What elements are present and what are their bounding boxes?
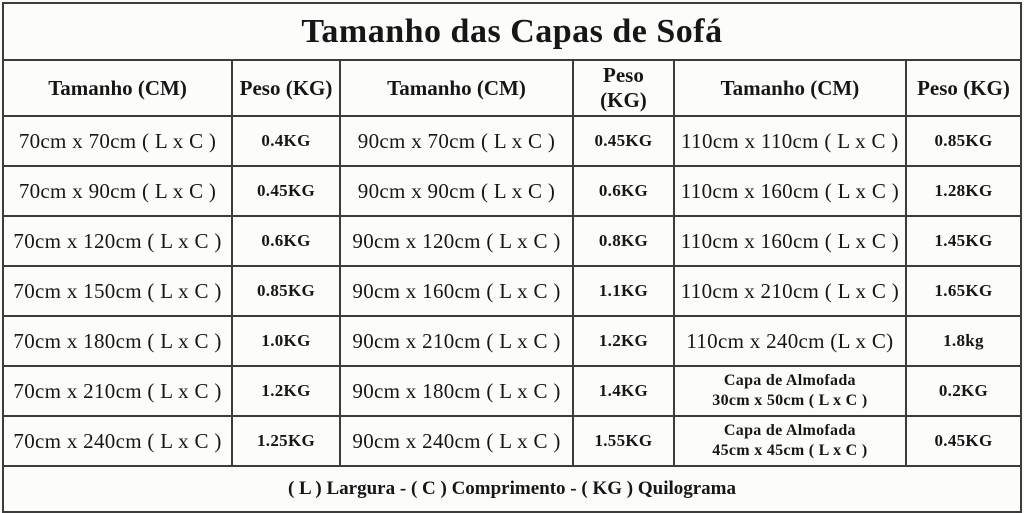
weight-cell — [232, 416, 340, 466]
cell-line: 1.4KG — [598, 381, 649, 400]
cell-line: 1.8kg — [943, 331, 984, 350]
cell-line: 0.6KG — [598, 181, 649, 200]
cell-line: 30cm x 50cm ( L x C ) — [712, 392, 868, 409]
cell-line: 1.55KG — [594, 431, 653, 450]
cell-line: 0.85KG — [934, 131, 993, 150]
size-cell — [340, 166, 573, 216]
weight-cell — [232, 116, 340, 166]
cell-line: 0.45KG — [594, 131, 653, 150]
weight-cell — [906, 266, 1021, 316]
cell-line: 90cm x 180cm ( L x C ) — [352, 378, 561, 403]
weight-cell — [232, 216, 340, 266]
size-cell — [674, 166, 906, 216]
cell-line: 70cm x 180cm ( L x C ) — [13, 328, 222, 353]
cell-line: 110cm x 210cm ( L x C ) — [680, 278, 899, 303]
cell-line: 1.45KG — [934, 231, 993, 250]
cell-line: 90cm x 160cm ( L x C ) — [352, 278, 561, 303]
size-cell — [340, 116, 573, 166]
cell-line: 1.2KG — [598, 331, 649, 350]
size-cell — [674, 116, 906, 166]
cell-line: 70cm x 70cm ( L x C ) — [18, 128, 217, 153]
weight-cell — [906, 116, 1021, 166]
size-cell — [3, 166, 232, 216]
column-header-3: Peso (KG) — [573, 60, 674, 116]
size-cell — [674, 266, 906, 316]
table-body — [3, 116, 1021, 466]
weight-cell — [232, 266, 340, 316]
weight-cell — [906, 316, 1021, 366]
table-row — [3, 266, 1021, 316]
cell-line: 1.25KG — [257, 431, 315, 450]
header-row — [3, 60, 1021, 116]
weight-cell — [906, 166, 1021, 216]
cell-line: 0.8KG — [598, 231, 649, 250]
size-cell — [340, 266, 573, 316]
size-cell — [674, 316, 906, 366]
cell-line: Capa de Almofada — [723, 372, 856, 389]
weight-cell — [906, 416, 1021, 466]
weight-cell — [573, 366, 674, 416]
cell-line: 70cm x 90cm ( L x C ) — [18, 178, 217, 203]
cell-line: 70cm x 120cm ( L x C ) — [13, 228, 222, 253]
cell-line: 110cm x 160cm ( L x C ) — [680, 178, 899, 203]
weight-cell — [573, 266, 674, 316]
size-cell — [674, 216, 906, 266]
page-title: Tamanho das Capas de Sofá — [3, 3, 1021, 60]
cell-line: 110cm x 110cm ( L x C ) — [681, 128, 899, 153]
cell-line: 45cm x 45cm ( L x C ) — [712, 442, 868, 459]
cell-line: 1.2KG — [261, 381, 311, 400]
weight-cell — [573, 316, 674, 366]
cell-line: 70cm x 240cm ( L x C ) — [13, 428, 222, 453]
cell-line: 0.85KG — [257, 281, 315, 300]
cell-line: 0.45KG — [257, 181, 315, 200]
weight-cell — [232, 316, 340, 366]
sofa-cover-size-table — [2, 2, 1022, 513]
column-header-4: Tamanho (CM) — [674, 60, 906, 116]
cell-line: 1.1KG — [598, 281, 649, 300]
weight-cell — [906, 216, 1021, 266]
legend-text: ( L ) Largura - ( C ) Comprimento - ( KG ) Quilograma — [3, 466, 1021, 512]
size-cell — [340, 316, 573, 366]
cell-line: 90cm x 120cm ( L x C ) — [352, 228, 561, 253]
table-row — [3, 216, 1021, 266]
cell-line: 1.65KG — [934, 281, 993, 300]
weight-cell — [906, 366, 1021, 416]
size-cell — [3, 266, 232, 316]
size-cell — [340, 216, 573, 266]
table-row — [3, 116, 1021, 166]
table-row — [3, 316, 1021, 366]
size-cell — [674, 366, 906, 416]
cell-line: Capa de Almofada — [723, 422, 856, 439]
weight-cell — [573, 216, 674, 266]
column-header-2: Tamanho (CM) — [340, 60, 573, 116]
size-cell — [340, 416, 573, 466]
column-header-0: Tamanho (CM) — [3, 60, 232, 116]
cell-line: 0.4KG — [261, 131, 311, 150]
size-cell — [3, 366, 232, 416]
cell-line: 1.28KG — [934, 181, 993, 200]
table-row — [3, 166, 1021, 216]
cell-line: 70cm x 150cm ( L x C ) — [13, 278, 222, 303]
size-cell — [3, 216, 232, 266]
legend-row — [3, 466, 1021, 512]
cell-line: 0.45KG — [934, 431, 993, 450]
size-cell — [3, 416, 232, 466]
size-cell — [340, 366, 573, 416]
cell-line: 110cm x 160cm ( L x C ) — [680, 228, 899, 253]
table-row — [3, 416, 1021, 466]
cell-line: 90cm x 70cm ( L x C ) — [357, 128, 556, 153]
weight-cell — [573, 416, 674, 466]
size-cell — [674, 416, 906, 466]
size-cell — [3, 116, 232, 166]
cell-line: 110cm x 240cm (L x C) — [686, 328, 894, 353]
cell-line: 0.2KG — [938, 381, 989, 400]
cell-line: 90cm x 240cm ( L x C ) — [352, 428, 561, 453]
size-cell — [3, 316, 232, 366]
weight-cell — [573, 166, 674, 216]
cell-line: 90cm x 90cm ( L x C ) — [357, 178, 556, 203]
title-row — [3, 3, 1021, 60]
cell-line: 1.0KG — [261, 331, 311, 350]
cell-line: 0.6KG — [261, 231, 311, 250]
weight-cell — [232, 366, 340, 416]
cell-line: 90cm x 210cm ( L x C ) — [352, 328, 561, 353]
table-row — [3, 366, 1021, 416]
cell-line: 70cm x 210cm ( L x C ) — [13, 378, 222, 403]
weight-cell — [232, 166, 340, 216]
column-header-1: Peso (KG) — [232, 60, 340, 116]
weight-cell — [573, 116, 674, 166]
column-header-5: Peso (KG) — [906, 60, 1021, 116]
